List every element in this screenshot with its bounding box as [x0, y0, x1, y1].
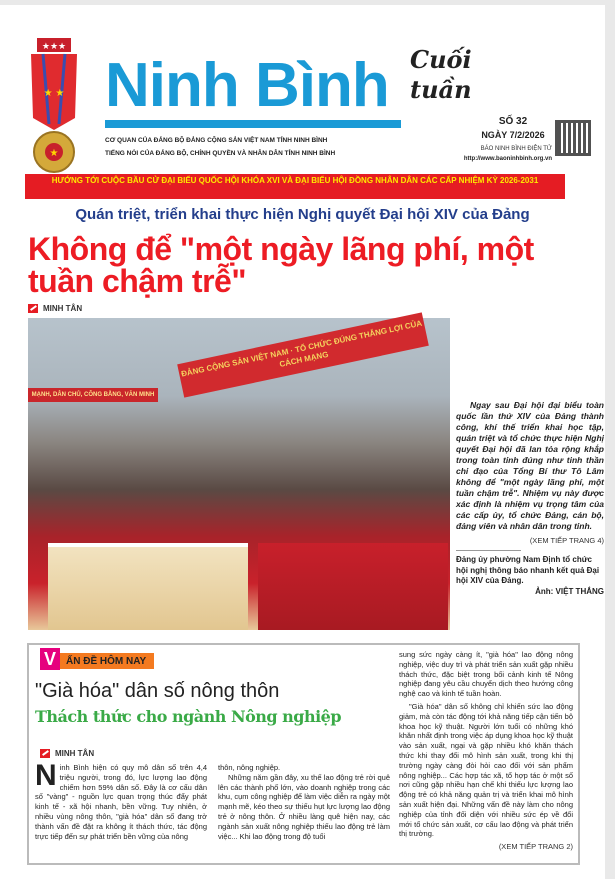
feature-title-1: "Già hóa" dân số nông thôn	[35, 680, 280, 702]
feature-column-2: thôn, nông nghiệp. Những năm gần đây, xu thế lao động trẻ rời quê lên các thành phố lớn, vào doanh nghiệp trong các khu, cụm công nghiệp để làm việc diễn ra ngày một mạnh mẽ, kéo theo sự thiếu hụt lực lượng lao động trẻ ở nông thôn. Ở nhiều làng quê hiện nay, các ngành sản xuất nông nghiệp thiếu lao động trẻ làm việc... Khi lao động trong độ tuổi	[218, 763, 390, 841]
masthead-title: Ninh Bình	[105, 51, 389, 120]
online-label: BÁO NINH BÌNH ĐIỆN TỬ	[480, 146, 552, 152]
photo-credit: Ảnh: VIỆT THẮNG	[535, 586, 604, 596]
drop-cap: N	[35, 759, 57, 792]
feature-byline	[40, 749, 94, 758]
svg-text:★: ★	[49, 148, 59, 159]
pen-icon	[28, 304, 38, 313]
section-tag	[40, 649, 154, 669]
divider	[456, 550, 521, 551]
edition-title: Cuối tuần	[410, 45, 472, 104]
feature-column-1: Ninh Bình hiện có quy mô dân số trên 4,4 triệu người, trong đó, lực lượng lao động chiếm hơn 59% dân số. Đây là cơ cấu dân số "vàng" - nguồn lực quan trọng thúc đẩy phát kinh tế - xã hội nhanh, bền vững. Tuy nhiên, ở nhiều vùng nông thôn, "già hóa" dân số đang trở thành vấn đề đặt ra không ít thách thức, tác động trực tiếp đến sự phát triển bền vững của nông	[35, 759, 207, 841]
election-banner: HƯỚNG TỚI CUỘC BẦU CỬ ĐẠI BIỂU QUỐC HỘI KHÓA XVI VÀ ĐẠI BIỂU HỘI ĐỒNG NHÂN DÂN CÁC CẤP NHIỆM KỲ 2026-2031	[25, 174, 565, 199]
photo-banner: ĐẢNG CỘNG SẢN VIỆT NAM · TỔ CHỨC ĐÚNG THẮNG LỢI CỦA CÁCH MẠNG	[177, 312, 429, 397]
lead-continued[interactable]: (XEM TIẾP TRANG 4)	[529, 536, 604, 545]
issue-number: SỐ 32	[498, 116, 528, 127]
feature-continued[interactable]: (XEM TIẾP TRANG 2)	[498, 842, 573, 852]
masthead-subtitle-2: TIẾNG NÓI CỦA ĐẢNG BỘ, CHÍNH QUYỀN VÀ NHÂN DÂN TỈNH NINH BÌNH	[105, 150, 336, 157]
section-label: ẤN ĐỀ HÔM NAY	[66, 655, 147, 667]
medal-emblem	[25, 38, 83, 173]
issue-date: NGÀY 7/2/2026	[481, 130, 545, 140]
pen-icon	[40, 749, 50, 758]
section-letter: V	[40, 648, 60, 670]
svg-text:★★★: ★★★	[41, 41, 67, 51]
masthead-subtitle-1: CƠ QUAN CỦA ĐẢNG BỘ ĐẢNG CỘNG SẢN VIỆT NAM TỈNH NINH BÌNH	[105, 137, 328, 144]
newspaper-page	[0, 5, 605, 879]
svg-text:★ ★: ★ ★	[43, 88, 65, 99]
author-name: MINH TÂN	[43, 304, 83, 313]
qr-code[interactable]	[555, 120, 591, 156]
feature-column-3: sung sức ngày càng ít, "già hóa" lao động nông nghiệp, việc duy trì và phát triển sản xuất gặp nhiều thách thức, đặc biệt trong bối cảnh kinh tế Nông nghiệp đang yêu cầu chuyển dịch theo hướng công nghệ cao và kinh tế tuần hoàn. "Già hóa" dân số không chỉ khiến sức lao động giảm, mà còn tác động tới khả năng tiếp cận tiến bộ khoa học kỹ thuật. Người lớn tuổi có những khó khăn nhất định trong việc áp dụng khoa học kỹ thuật vào sản xuất, ngại và gặp nhiều khó khăn thách thức khi thay đổi mô hình sản xuất, trong khi thị trường ngày càng đòi hỏi cao đối với sản phẩm nông nghiệp... Các hợp tác xã, tổ hợp tác ở một số nơi cũng gặp nhiều hạn chế khi thiếu lực lượng lao động trẻ có khả năng quản trị và triển khai mô hình sản xuất hiện đại. Những vấn đề này làm cho nông nghiệp của tỉnh đối diện với nhiều sức ép về đổi mới tổ chức sản xuất, cơ cấu lao động và phát triển thị trường. (XEM TIẾP TRANG 2)	[399, 650, 573, 852]
lead-sidebar	[456, 400, 604, 597]
masthead-underline	[105, 120, 401, 128]
photo-table	[258, 543, 448, 630]
lead-headline: Không để "một ngày lãng phí, một tuần chậm trễ"	[28, 231, 534, 299]
photo-banner-2: MẠNH, DÂN CHỦ, CÔNG BẰNG, VĂN MINH	[28, 388, 158, 402]
lead-sapo: Ngay sau Đại hội đại biểu toàn quốc lần thứ XIV của Đảng thành công, khí thế triển khai học tập, quán triệt và tổ chức thực hiện Nghị quyết Đại hội đã lan tỏa rộng khắp trong toàn tỉnh đúng như tinh thần chỉ đạo của Tổng Bí thư Tô Lâm không để "một ngày lãng phí, một tuần chậm trễ". Nhiệm vụ này được xác định là nhiệm vụ trọng tâm của các cấp ủy, tổ chức Đảng, cán bộ, đảng viên và nhân dân trong tỉnh.	[456, 400, 604, 531]
author-name: MINH TÂN	[55, 749, 95, 758]
photo-caption: Đảng ủy phường Nam Định tổ chức hội nghị thông báo nhanh kết quả Đại hội XIV của Đảng. Ảnh: VIỆT THẮNG	[456, 555, 604, 596]
photo-table	[48, 543, 248, 630]
lead-byline	[28, 304, 82, 313]
lead-kicker: Quán triệt, triển khai thực hiện Nghị quyết Đại hội XIV của Đảng	[75, 206, 530, 223]
lead-photo	[28, 318, 450, 630]
feature-title-2: Thách thức cho ngành Nông nghiệp	[35, 707, 342, 726]
website-link[interactable]: http://www.baoninhbinh.org.vn	[463, 156, 552, 162]
